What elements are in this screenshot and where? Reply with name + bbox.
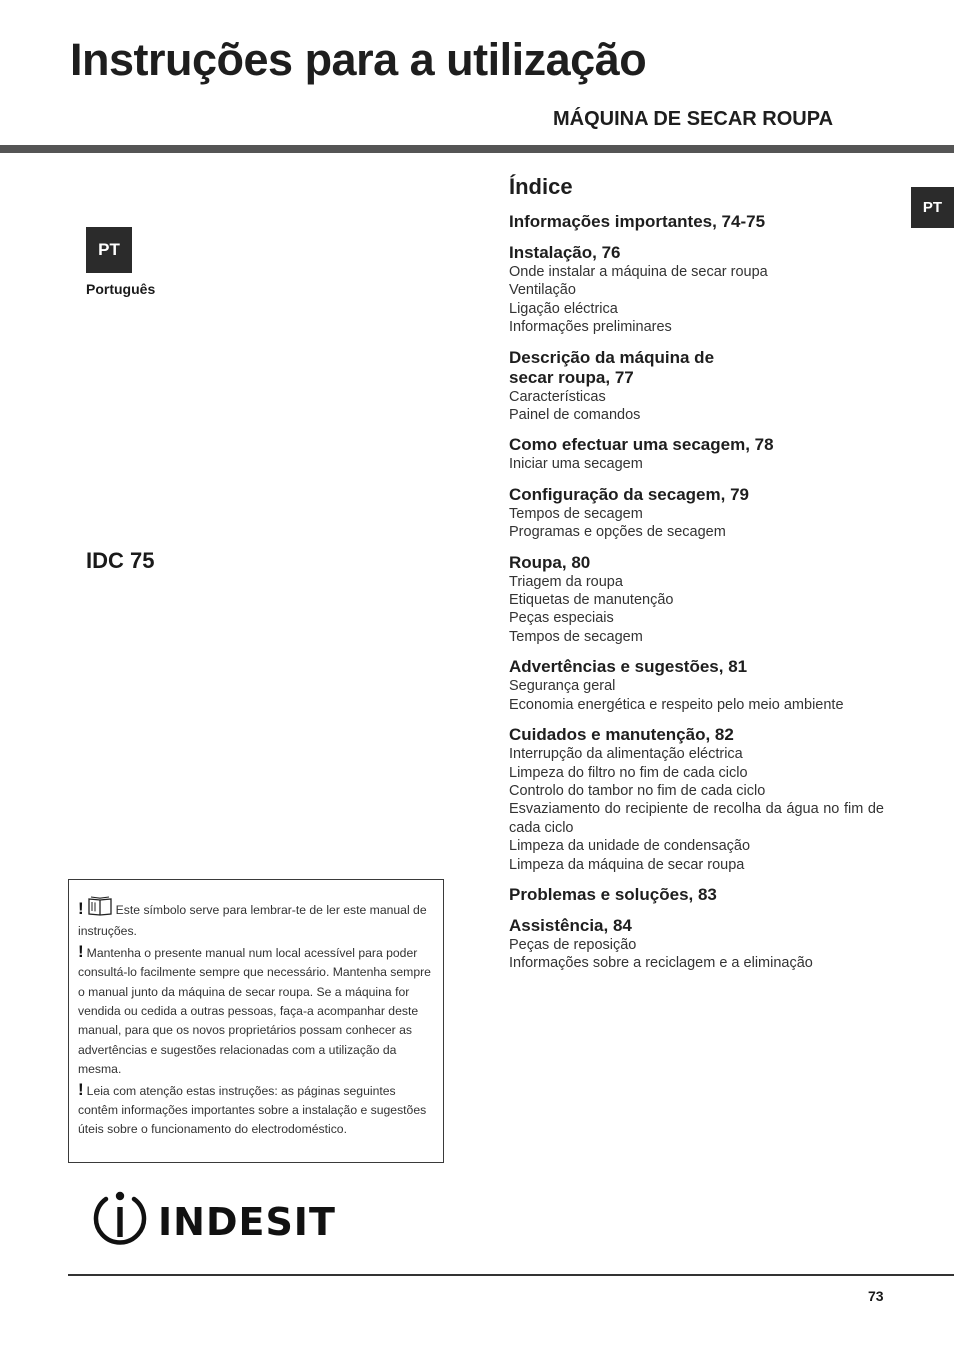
toc-section bbox=[509, 885, 884, 905]
notice-paragraph bbox=[78, 942, 436, 1080]
toc-section-title: Advertências e sugestões, 81 bbox=[509, 657, 748, 677]
toc-item: Etiquetas de manutenção bbox=[509, 592, 674, 609]
page-number: 73 bbox=[868, 1288, 884, 1304]
toc-list bbox=[509, 212, 884, 973]
toc-item: Iniciar uma secagem bbox=[509, 456, 643, 473]
toc-item: Peças de reposição bbox=[509, 936, 637, 953]
toc-item: Interrupção da alimentação eléctrica bbox=[509, 746, 743, 763]
toc-section-title: Configuração da secagem, 79 bbox=[509, 484, 749, 504]
table-of-contents bbox=[509, 174, 884, 984]
toc-heading: Índice bbox=[509, 174, 573, 199]
toc-section bbox=[509, 348, 884, 425]
toc-section-title: Informações importantes, 74-75 bbox=[509, 212, 766, 231]
toc-item: Limpeza da unidade de condensação bbox=[509, 838, 751, 855]
toc-item: Peças especiais bbox=[509, 610, 614, 627]
indesit-logo-icon bbox=[88, 1187, 152, 1256]
model-number: IDC 75 bbox=[86, 548, 155, 573]
toc-item: Limpeza da máquina de secar roupa bbox=[509, 856, 745, 873]
toc-section-title: Instalação, 76 bbox=[509, 243, 621, 262]
toc-item: Limpeza do filtro no fim de cada ciclo bbox=[509, 764, 748, 781]
book-icon bbox=[87, 896, 113, 922]
toc-section-title: Assistência, 84 bbox=[509, 915, 632, 935]
toc-item: Triagem da roupa bbox=[509, 573, 623, 590]
toc-item: Ventilação bbox=[509, 282, 576, 299]
notice-box bbox=[68, 879, 444, 1163]
toc-item: Tempos de secagem bbox=[509, 628, 643, 645]
toc-item: Informações preliminares bbox=[509, 319, 672, 336]
header-divider bbox=[0, 145, 954, 153]
toc-section-title: Como efectuar uma secagem, 78 bbox=[509, 435, 774, 455]
toc-section-title: Descrição da máquina de secar roupa, 77 bbox=[509, 347, 715, 387]
brand-name: INDESIT bbox=[158, 1199, 336, 1244]
toc-section-title: Roupa, 80 bbox=[509, 552, 591, 572]
notice-text: Este símbolo serve para lembrar-te de ler este manual de instruções. bbox=[78, 903, 427, 939]
toc-section-title: Problemas e soluções, 83 bbox=[509, 884, 717, 904]
language-label: Português bbox=[86, 281, 156, 297]
toc-item: Esvaziamento do recipiente de recolha da água no fim de cada ciclo bbox=[509, 801, 884, 836]
toc-section bbox=[509, 212, 884, 232]
page-title: Instruções para a utilização bbox=[70, 34, 647, 85]
toc-item: Informações sobre a reciclagem e a eliminação bbox=[509, 955, 813, 972]
notice-paragraph bbox=[78, 1080, 436, 1140]
warning-mark: ! bbox=[78, 899, 84, 918]
notice-text: Leia com atenção estas instruções: as páginas seguintes contêm informações importantes sobre a instalação e sugestões úteis sobre o funcionamento do electrodoméstico. bbox=[78, 1083, 427, 1137]
product-subtitle: MÁQUINA DE SECAR ROUPA bbox=[553, 108, 834, 130]
toc-section-title: Cuidados e manutenção, 82 bbox=[509, 725, 734, 745]
toc-item: Ligação eléctrica bbox=[509, 300, 618, 317]
language-badge: PT bbox=[86, 227, 132, 273]
toc-item: Características bbox=[509, 388, 606, 405]
toc-item: Onde instalar a máquina de secar roupa bbox=[509, 264, 768, 280]
toc-item: Economia energética e respeito pelo meio ambiente bbox=[509, 696, 844, 713]
toc-section bbox=[509, 916, 884, 973]
toc-item: Controlo do tambor no fim de cada ciclo bbox=[509, 782, 766, 799]
toc-item: Tempos de secagem bbox=[509, 505, 643, 522]
toc-section bbox=[509, 725, 884, 874]
warning-mark: ! bbox=[78, 1079, 84, 1099]
toc-item: Segurança geral bbox=[509, 678, 616, 695]
toc-section bbox=[509, 435, 884, 473]
toc-section bbox=[509, 657, 884, 714]
toc-item: Programas e opções de secagem bbox=[509, 524, 726, 541]
notice-paragraph bbox=[78, 896, 436, 942]
notice-text: Mantenha o presente manual num local acessível para poder consultá-lo facilmente sempre que necessário. Mantenha sempre o manual junto da máquina de secar roupa. Se a máquina for vendida ou cedida a outras pessoas, faça-a acompanhar deste manual, para que os novos proprietários possam conhecer as advertências e sugestões relacionadas com a utilização da mesma. bbox=[78, 945, 431, 1077]
brand-logo bbox=[88, 1187, 336, 1256]
toc-item: Painel de comandos bbox=[509, 407, 641, 424]
toc-section bbox=[509, 485, 884, 542]
toc-section bbox=[509, 243, 884, 337]
language-side-tab: PT bbox=[911, 187, 954, 228]
footer-divider bbox=[68, 1274, 954, 1276]
warning-mark: ! bbox=[78, 941, 84, 961]
toc-section bbox=[509, 553, 884, 647]
